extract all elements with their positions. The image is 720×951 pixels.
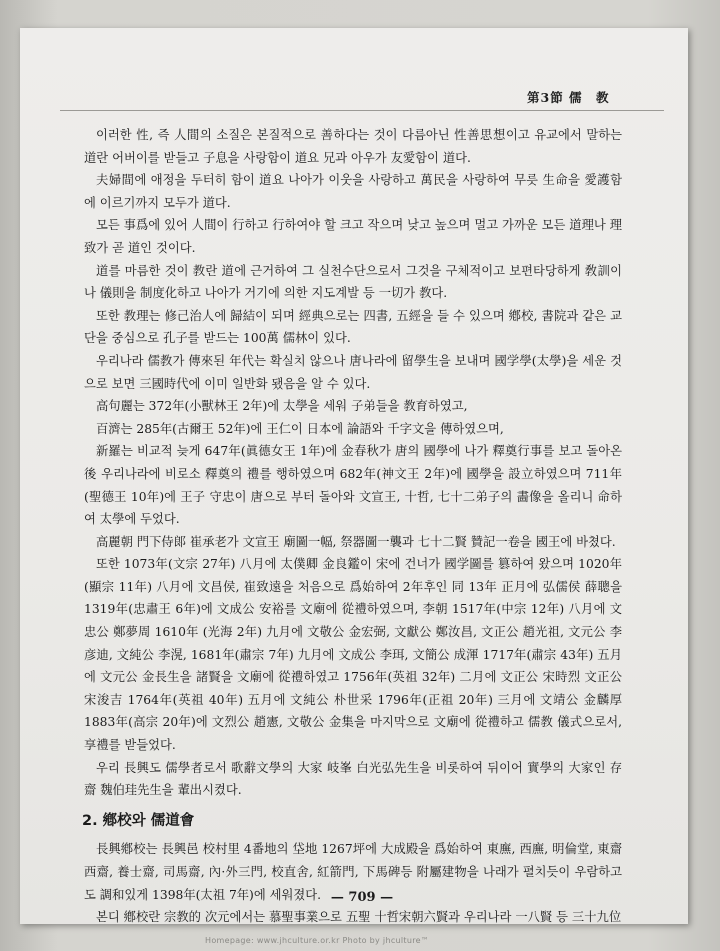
section-title: 鄕校와 儒道會 — [102, 812, 195, 829]
paragraph: 또한 1073年(文宗 27年) 八月에 太僕卿 金良鑑이 宋에 건너가 國学圖를 篡하여 왔으며 1020年(顯宗 11年) 八月에 文昌侯, 崔致遠을 처음으로 爲始하여 2年후인 同 13年 正月에 弘儒侯 薛聰을 1319年(忠肅王 6年)에 文成公 安裕를 文廟에 從禮하였으며, 李朝 1517年(中宗 12年) 八月에 文忠公 鄭夢周 1610年 (光海 2年) 九月에 文敬公 金宏弼, 文獻公 鄭汝昌, 文正公 趙光祖, 文元公 李彦迪, 文純公 李滉, 1681年(肅宗 7年) 九月에 文成公 李珥, 文簡公 成渾 1717年(肅宗 43年) 五月에 文元公 金長生을 諸賢을 文廟에 從禮하였고 1756年(英祖 32年) 二月에 文正公 宋時烈 文正公 宋浚吉 1764年(英祖 40年) 五月에 文純公 朴世采 1796年(正祖 20年) 三月에 文靖公 金麟厚 1883年(高宗 20年)에 文烈公 趙憲, 文敬公 金集을 마지막으로 文廟에 從禮하고 儒教 儀式으로서, 享禮를 받들었다. — [84, 557, 622, 753]
section-heading — [82, 810, 622, 833]
paragraph: 夫婦間에 애정을 두터히 함이 道요 나아가 이웃을 사랑하고 萬民을 사랑하여 무릇 生命을 愛護함에 이르기까지 모두가 道다. — [84, 173, 622, 210]
header-rule — [60, 110, 664, 111]
paragraph: 이러한 性, 즉 人間의 소질은 본질적으로 善하다는 것이 다름아닌 性善思想이고 유교에서 말하는 道란 어버이를 받들고 子息을 사랑함이 道요 兄과 아우가 友愛함이 道다. — [84, 128, 622, 165]
paragraph: 高句麗는 372年(小獸林王 2年)에 太學을 세워 子弟들을 教育하였고, — [96, 399, 468, 414]
page-number: — 709 — — [330, 890, 394, 905]
body-text — [84, 124, 622, 929]
paragraph: 우리 長興도 儒學者로서 歌辭文學의 大家 岐峯 白光弘先生을 비롯하여 뒤이어 實學의 大家인 存齋 魏伯珪先生을 輩出시켰다. — [84, 760, 622, 798]
running-head: 第3節 儒 教 — [527, 90, 610, 105]
paragraph: 모든 事爲에 있어 人間이 行하고 行하여야 할 크고 작으며 낮고 높으며 멀고 가까운 모든 道理나 理致가 곧 道인 것이다. — [84, 218, 622, 255]
paragraph: 百濟는 285年(古爾王 52年)에 王仁이 日本에 論語와 千字文을 傳하였으며, — [96, 421, 504, 436]
paragraph: 新羅는 비교적 늦게 647年(眞德女王 1年)에 金春秋가 唐의 國學에 나가 釋奠行事를 보고 돌아온 後 우리나라에 비로소 釋奠의 禮를 행하였으며 682年(神文王 2年)에 國學을 設立하였으며 711年(聖德王 10年)에 王子 守忠이 唐으로 부터 돌아와 文宣王, 十哲, 七十二弟子의 畵像을 올리니 命하여 太學에 두었다. — [84, 444, 622, 527]
paragraph: 우리나라 儒教가 傳來된 年代는 확실치 않으나 唐나라에 留學生을 보내며 國学學(太學)을 세운 것으로 보면 三國時代에 이미 일반화 됐음을 알 수 있다. — [84, 353, 622, 391]
paragraph: 長興鄕校는 長興邑 校村里 4番地의 垈地 1267坪에 大成殿을 爲始하여 東廡, 西廡, 明倫堂, 東齋 西齋, 養士齋, 司馬齋, 內·外三門, 校直舍, 紅箭門, 下馬碑등 附屬建物을 나래가 펼치듯이 우람하고도 調和있게 1398年(太祖 7年)에 세워졌다. — [84, 842, 622, 902]
paragraph: 또한 教理는 修己治人에 歸結이 되며 經典으로는 四書, 五經을 들 수 있으며 鄕校, 書院과 같은 교단을 중심으로 孔子를 받드는 100萬 儒林이 있다. — [84, 308, 622, 346]
paragraph: 道를 마름한 것이 教란 道에 근거하여 그 실천수단으로서 그것을 구체적이고 보편타당하게 敎訓이나 儀則을 制度化하고 나아가 거기에 의한 지도계발 등 一切가 教다. — [84, 263, 622, 301]
section-number: 2. — [82, 812, 98, 829]
paragraph: 高麗朝 門下侍郞 崔承老가 文宣王 廟圖一幅, 祭器圖一襲과 七十二賢 贊記一卷을 國王에 바쳤다. — [96, 534, 616, 549]
photo-credit-watermark: Homepage: www.jhculture.or.kr Photo by jhculture™ — [205, 936, 430, 945]
paragraph: 본디 鄕校란 宗教的 次元에서는 慕聖事業으로 五聖 十哲宋朝六賢과 우리나라 一八賢 등 三十九位 — [96, 910, 622, 925]
